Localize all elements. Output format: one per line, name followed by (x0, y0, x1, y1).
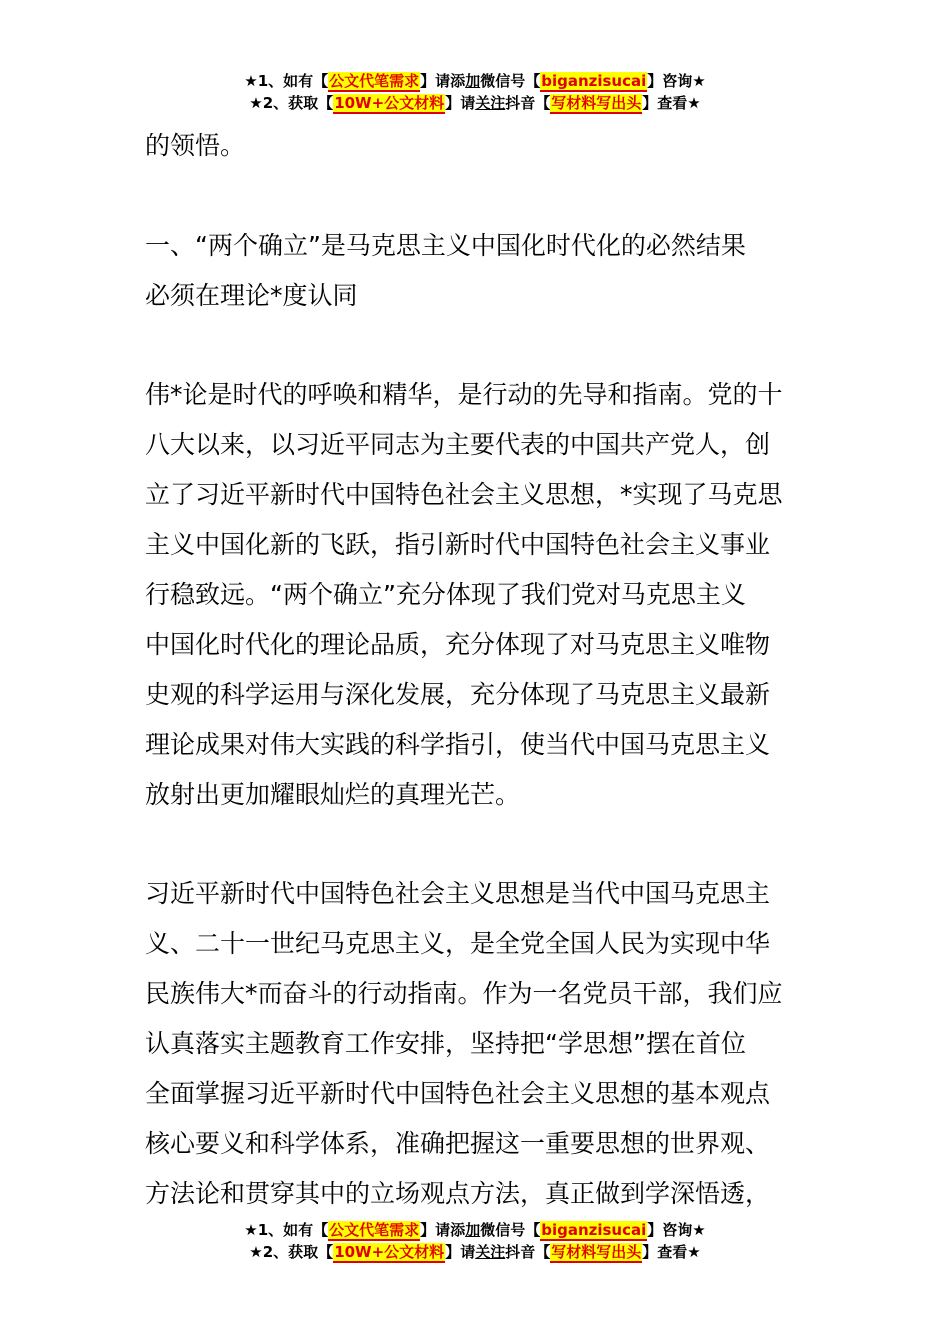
text-line: 八大以来，以习近平同志为主要代表的中国共产党人，创 (145, 430, 771, 459)
header-banner (0, 70, 950, 114)
text-line: 中国化时代化的理论品质，充分体现了对马克思主义唯物 (145, 630, 771, 659)
text-line: 的领悟。 (145, 131, 246, 160)
text-line: 放射出更加耀眼灿烂的真理光芒。 (145, 780, 521, 809)
text-line: 全面掌握习近平新时代中国特色社会主义思想的基本观点 (145, 1079, 771, 1108)
text-line: 认真落实主题教育工作安排，坚持把“学思想”摆在首位 (145, 1029, 746, 1058)
text-line: 理论成果对伟大实践的科学指引，使当代中国马克思主义 (145, 730, 771, 759)
text-line: 伟*论是时代的呼唤和精华，是行动的先导和指南。党的十 (145, 380, 783, 409)
text-line: 民族伟大*而奋斗的行动指南。作为一名党员干部，我们应 (145, 979, 783, 1008)
section-heading: 一、“两个确立”是马克思主义中国化时代化的必然结果 (145, 231, 746, 260)
text-line: 习近平新时代中国特色社会主义思想是当代中国马克思主 (145, 879, 771, 908)
text-line: 方法论和贯穿其中的立场观点方法，真正做到学深悟透， (145, 1179, 771, 1208)
banner-line-1: ★1、如有【公文代笔需求】请添加微信号【biganzisucai】咨询★ (244, 72, 706, 90)
text-line: 义、二十一世纪马克思主义，是全党全国人民为实现中华 (145, 929, 771, 958)
text-line: 史观的科学运用与深化发展，充分体现了马克思主义最新 (145, 680, 771, 709)
banner-line-2: ★2、获取【10W+公文材料】请关注抖音【写材料写出头】查看★ (249, 1243, 701, 1261)
text-line: 行稳致远。“两个确立”充分体现了我们党对马克思主义 (145, 580, 746, 609)
text-line: 主义中国化新的飞跃，指引新时代中国特色社会主义事业 (145, 530, 771, 559)
section-heading-cont: 必须在理论*度认同 (145, 281, 358, 310)
banner-line-1: ★1、如有【公文代笔需求】请添加微信号【biganzisucai】咨询★ (244, 1221, 706, 1239)
text-line: 核心要义和科学体系，准确把握这一重要思想的世界观、 (145, 1129, 771, 1158)
banner-line-2: ★2、获取【10W+公文材料】请关注抖音【写材料写出头】查看★ (249, 94, 701, 112)
footer-banner (0, 1219, 950, 1263)
text-line: 立了习近平新时代中国特色社会主义思想，*实现了马克思 (145, 480, 783, 509)
